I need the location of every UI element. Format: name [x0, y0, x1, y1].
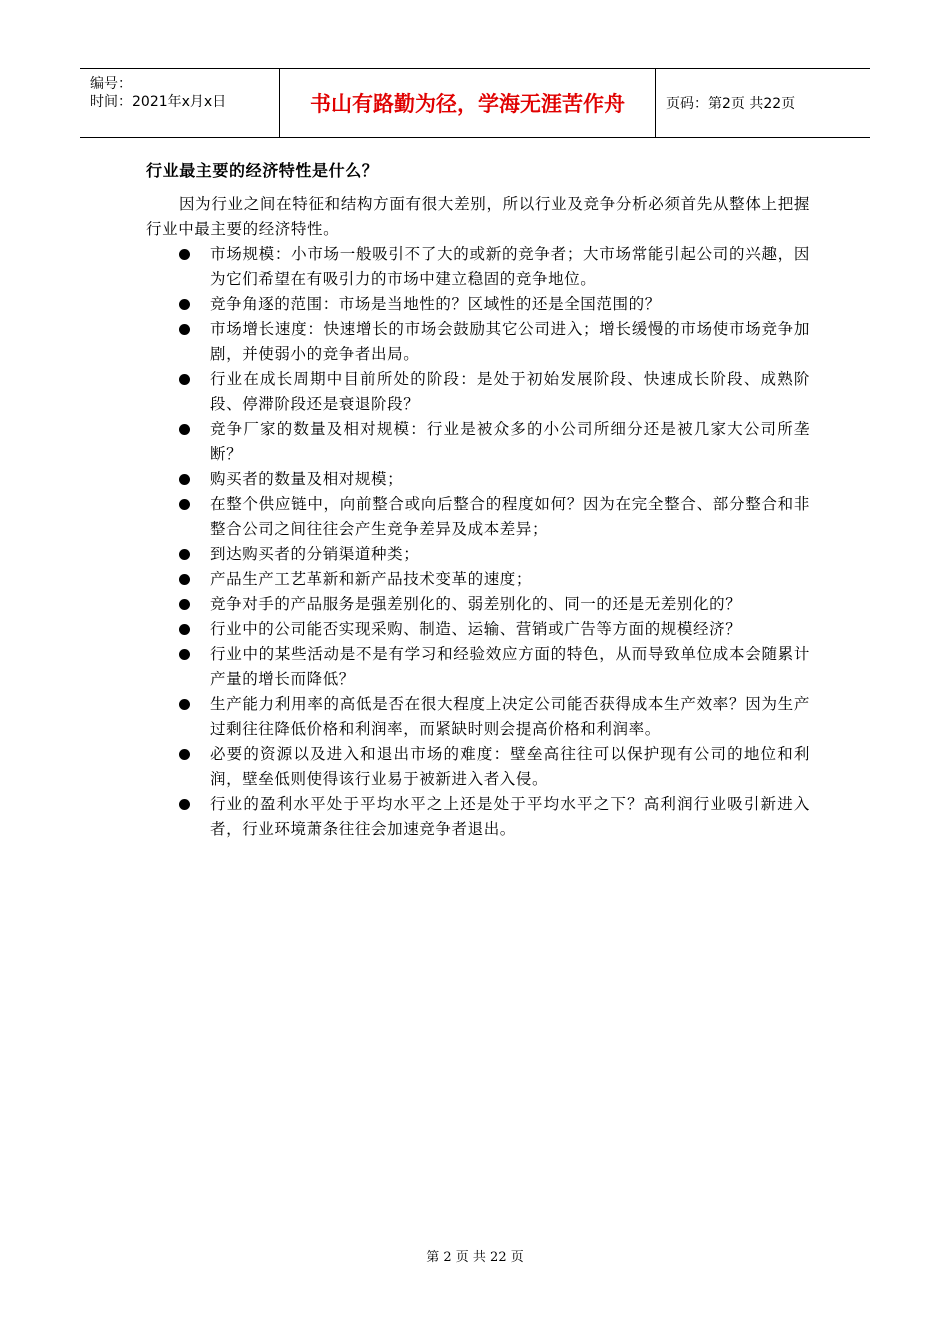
bullet-icon: [179, 599, 190, 610]
bullet-icon: [179, 324, 190, 335]
list-item: 行业中的某些活动是不是有学习和经验效应方面的特色，从而导致单位成本会随累计产量的增长而降低？: [146, 642, 810, 692]
header-motto: 书山有路勤为径，学海无涯苦作舟: [280, 69, 656, 137]
list-item: 产品生产工艺革新和新产品技术变革的速度；: [146, 567, 810, 592]
bullet-icon: [179, 374, 190, 385]
list-item: 行业中的公司能否实现采购、制造、运输、营销或广告等方面的规模经济？: [146, 617, 810, 642]
bullet-icon: [179, 549, 190, 560]
bullet-icon: [179, 799, 190, 810]
list-item: 行业在成长周期中目前所处的阶段：是处于初始发展阶段、快速成长阶段、成熟阶段、停滞阶段还是衰退阶段？: [146, 367, 810, 417]
number-label: 编号：: [90, 76, 132, 92]
bullet-list: [146, 242, 810, 842]
bullet-icon: [179, 499, 190, 510]
date-label: 时间：2021年x月x日: [90, 94, 227, 110]
bullet-icon: [179, 624, 190, 635]
list-item: 购买者的数量及相对规模；: [146, 467, 810, 492]
bullet-icon: [179, 749, 190, 760]
intro-paragraph: 因为行业之间在特征和结构方面有很大差别，所以行业及竞争分析必须首先从整体上把握行业中最主要的经济特性。: [146, 195, 810, 238]
bullet-icon: [179, 574, 190, 585]
list-item: 竞争对手的产品服务是强差别化的、弱差别化的、同一的还是无差别化的？: [146, 592, 810, 617]
bullet-icon: [179, 299, 190, 310]
bullet-icon: [179, 249, 190, 260]
list-item: 到达购买者的分销渠道种类；: [146, 542, 810, 567]
bullet-icon: [179, 474, 190, 485]
section-heading: 行业最主要的经济特性是什么？: [146, 161, 379, 180]
bullet-icon: [179, 699, 190, 710]
list-item: 在整个供应链中，向前整合或向后整合的程度如何？因为在完全整合、部分整合和非整合公司之间往往会产生竞争差异及成本差异；: [146, 492, 810, 542]
page-footer: 第 2 页 共 22 页: [426, 1250, 524, 1265]
list-item: 竞争角逐的范围：市场是当地性的？区域性的还是全国范围的？: [146, 292, 810, 317]
list-item: 竞争厂家的数量及相对规模：行业是被众多的小公司所细分还是被几家大公司所垄断？: [146, 417, 810, 467]
list-item: 市场规模：小市场一般吸引不了大的或新的竞争者；大市场常能引起公司的兴趣，因为它们希望在有吸引力的市场中建立稳固的竞争地位。: [146, 242, 810, 292]
bullet-icon: [179, 649, 190, 660]
list-item: 行业的盈利水平处于平均水平之上还是处于平均水平之下？高利润行业吸引新进入者，行业环境萧条往往会加速竞争者退出。: [146, 792, 810, 842]
page-header: [80, 68, 870, 138]
list-item: 市场增长速度：快速增长的市场会鼓励其它公司进入；增长缓慢的市场使市场竞争加剧，并使弱小的竞争者出局。: [146, 317, 810, 367]
list-item: 必要的资源以及进入和退出市场的难度：壁垒高往往可以保护现有公司的地位和利润，壁垒低则使得该行业易于被新进入者入侵。: [146, 742, 810, 792]
document-body: [146, 156, 810, 842]
header-page-label: 页码：第2页 共22页: [666, 96, 796, 112]
bullet-icon: [179, 424, 190, 435]
header-meta-cell: [80, 69, 280, 137]
list-item: 生产能力利用率的高低是否在很大程度上决定公司能否获得成本生产效率？因为生产过剩往往降低价格和利润率，而紧缺时则会提高价格和利润率。: [146, 692, 810, 742]
